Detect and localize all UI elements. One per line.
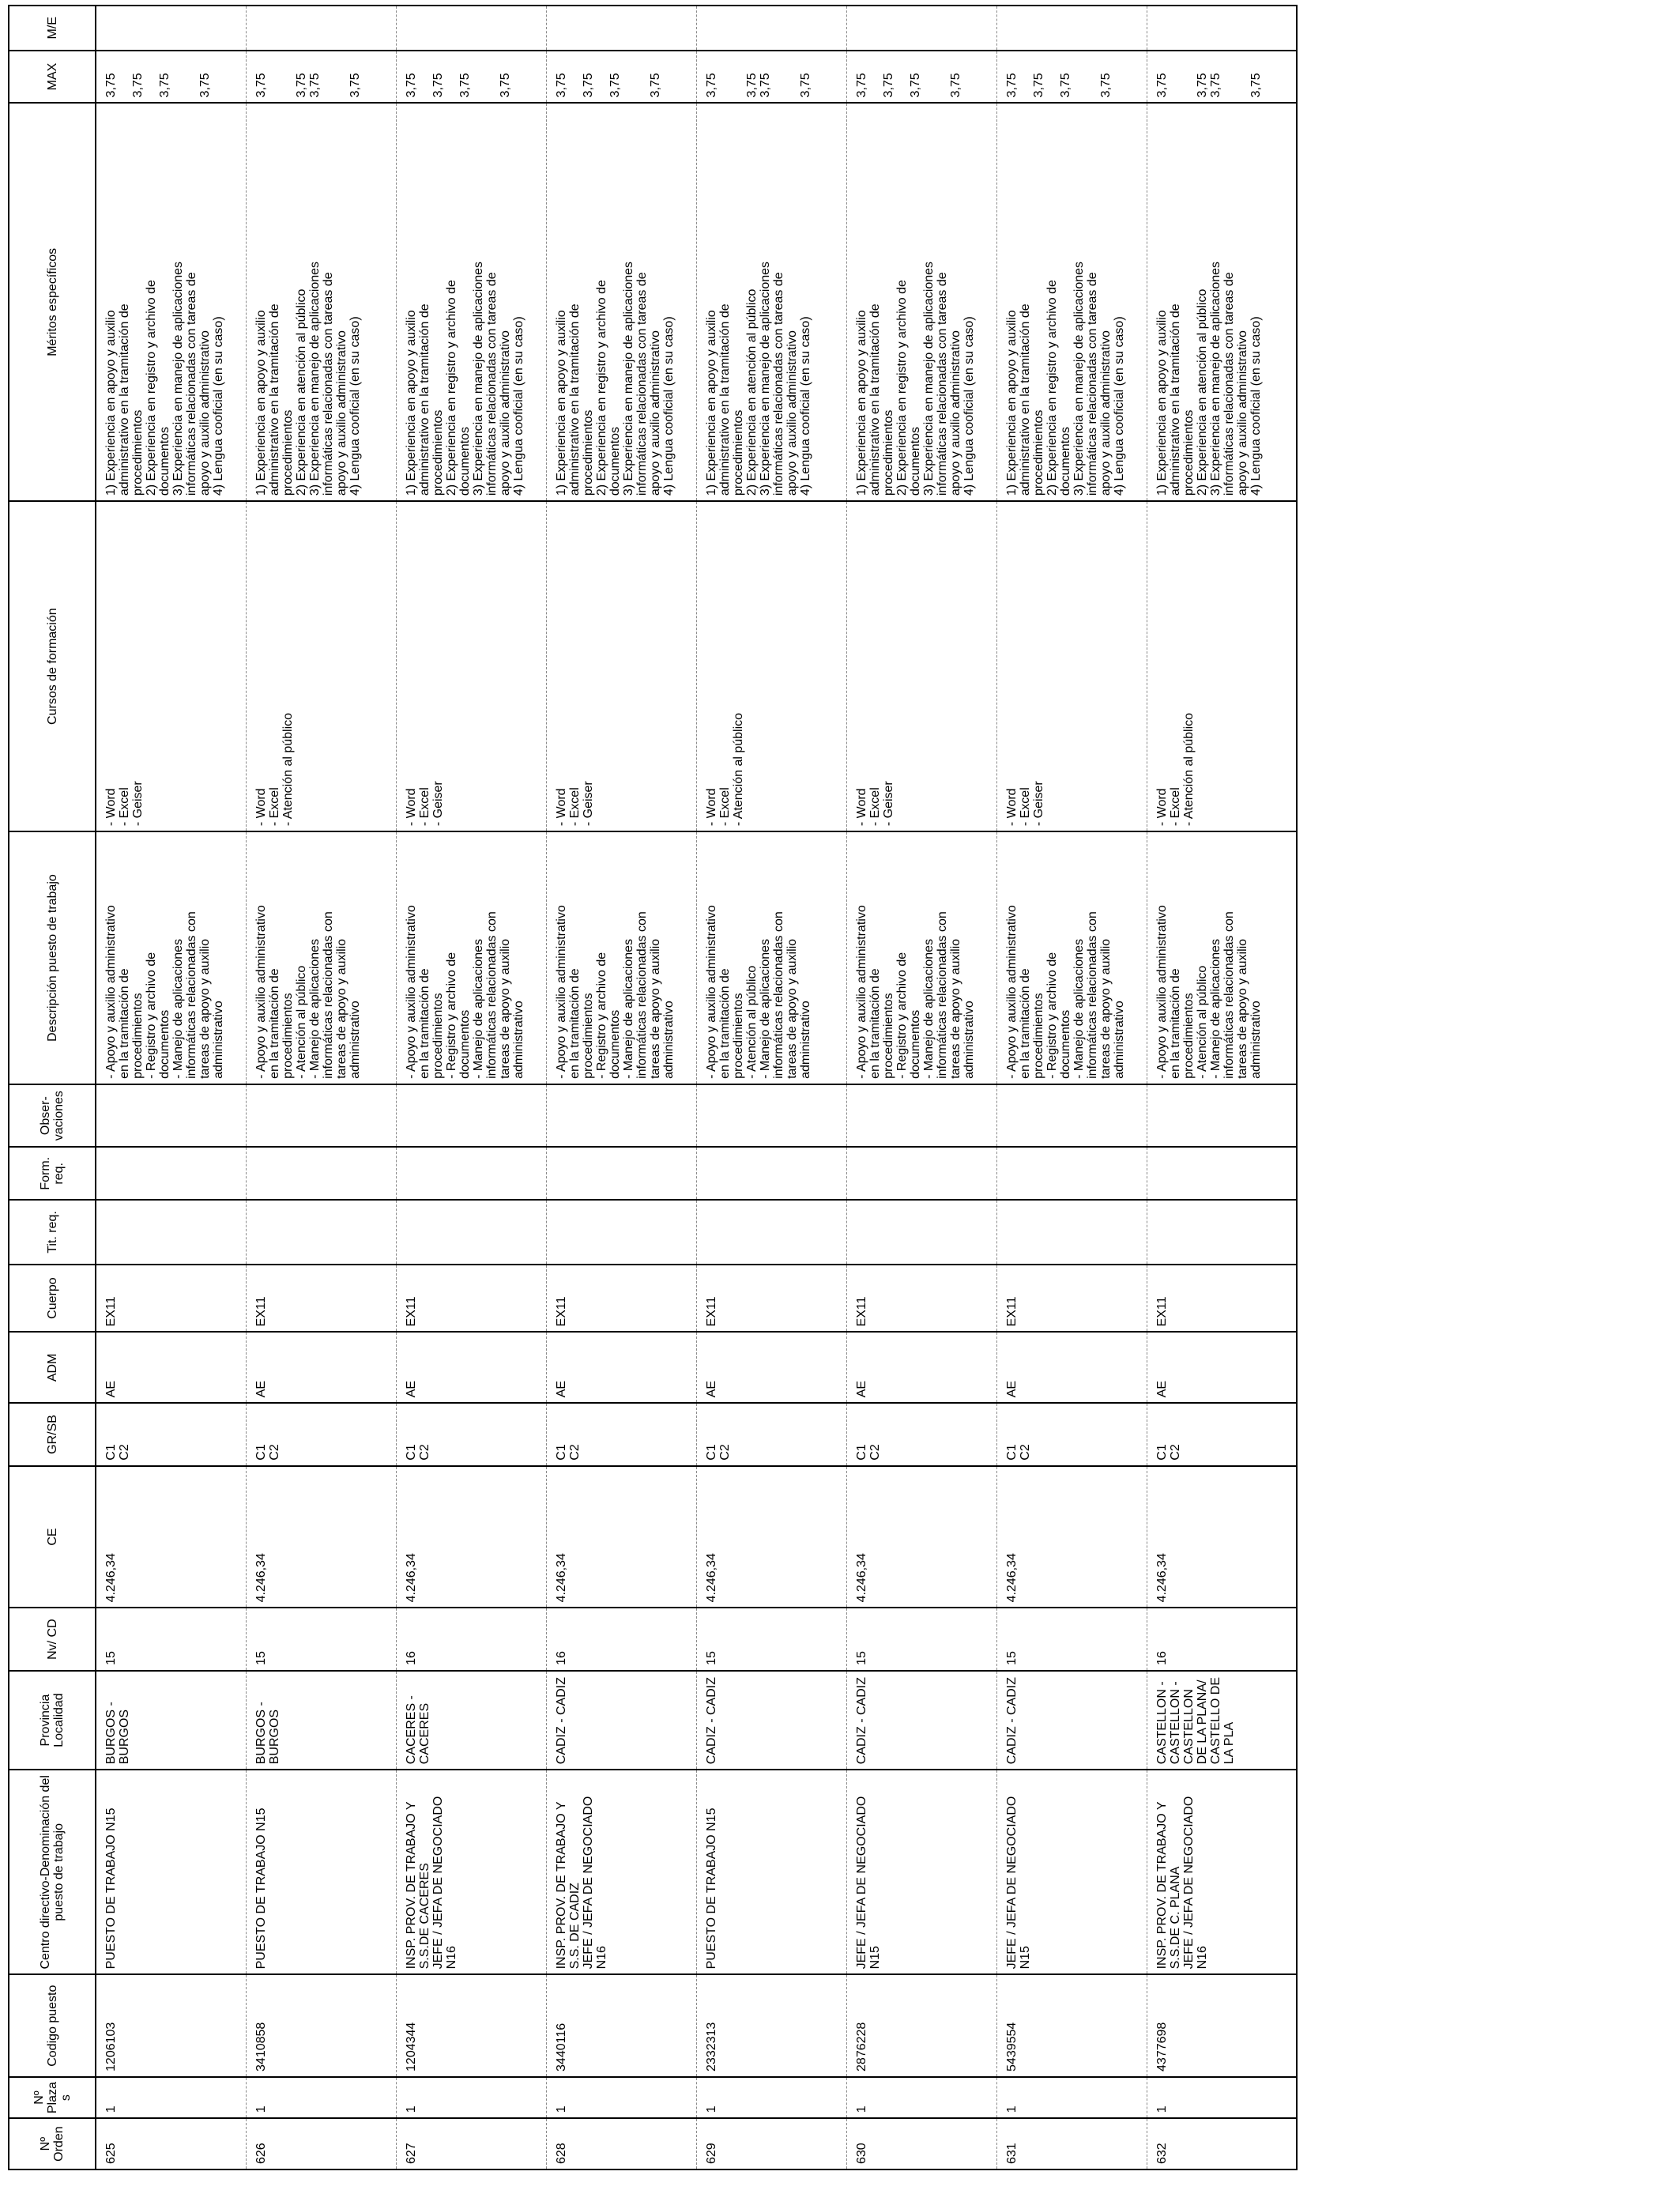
cell-formacion <box>246 1147 396 1200</box>
cell-grupo: C1 C2 <box>846 1403 996 1465</box>
cell-grupo: C1 C2 <box>696 1403 846 1465</box>
cell-descripcion: - Apoyo y auxilio administrativo en la tramitación de procedimientos - Registro y archivo de documentos - Manejo de aplicaciones informáticas relacionadas con tareas de apoyo y auxilio administrativo <box>96 831 246 1084</box>
cell-grupo: C1 C2 <box>1147 1403 1297 1465</box>
cell-grupo: C1 C2 <box>396 1403 546 1465</box>
cell-descripcion: - Apoyo y auxilio administrativo en la tramitación de procedimientos - Atención al público - Manejo de aplicaciones informáticas relacionadas con tareas de apoyo y auxilio administrativo <box>246 831 396 1084</box>
puesto-denominacion: JEFE / JEFA DE NEGOCIADO N16 <box>431 1796 458 1970</box>
cell-titulacion <box>996 1200 1147 1265</box>
cell-formacion <box>996 1147 1147 1200</box>
cell-ce: 4.246,34 <box>996 1466 1147 1608</box>
cell-orden: 628 <box>546 2118 696 2169</box>
cell-adm: AE <box>546 1332 696 1403</box>
cell-cuerpo: EX11 <box>246 1265 396 1333</box>
cell-me <box>696 6 846 51</box>
table-row <box>396 6 546 2169</box>
cell-codigo: 3410858 <box>246 1974 396 2077</box>
cell-nivel: 15 <box>246 1608 396 1670</box>
table-row <box>846 6 996 2169</box>
cell-me <box>96 6 246 51</box>
cell-provincia: CADIZ - CADIZ <box>996 1671 1147 1770</box>
cell-centro <box>396 1770 546 1974</box>
header-formacion: Form. req. <box>9 1147 96 1200</box>
header-codigo: Codigo puesto <box>9 1974 96 2077</box>
cell-plazas: 1 <box>996 2077 1147 2118</box>
cell-adm: AE <box>396 1332 546 1403</box>
cell-centro <box>246 1770 396 1974</box>
cell-cursos: - Word - Excel - Geiser <box>996 501 1147 831</box>
cell-ce: 4.246,34 <box>1147 1466 1297 1608</box>
cell-meritos: 1) Experiencia en apoyo y auxilio administrativo en la tramitación de procedimientos 2) Experiencia en atención al público 3) Experiencia en manejo de aplicaciones informáticas relacionadas con tareas de apoyo y auxilio administrativo 4) Lengua cooficial (en su caso) <box>696 103 846 501</box>
job-positions-table <box>8 5 1298 2170</box>
cell-titulacion <box>546 1200 696 1265</box>
cell-me <box>246 6 396 51</box>
cell-titulacion <box>696 1200 846 1265</box>
cell-cursos: - Word - Excel - Geiser <box>546 501 696 831</box>
cell-centro <box>846 1770 996 1974</box>
cell-codigo: 5439554 <box>996 1974 1147 2077</box>
cell-cursos: - Word - Excel - Atención al público <box>696 501 846 831</box>
cell-adm: AE <box>246 1332 396 1403</box>
cell-formacion <box>1147 1147 1297 1200</box>
cell-ce: 4.246,34 <box>546 1466 696 1608</box>
table-row <box>546 6 696 2169</box>
cell-me <box>846 6 996 51</box>
cell-titulacion <box>1147 1200 1297 1265</box>
cell-cuerpo: EX11 <box>846 1265 996 1333</box>
cell-titulacion <box>396 1200 546 1265</box>
cell-formacion <box>96 1147 246 1200</box>
cell-centro <box>996 1770 1147 1974</box>
puesto-denominacion: JEFE / JEFA DE NEGOCIADO N15 <box>854 1796 882 1970</box>
header-max: MAX <box>9 51 96 104</box>
cell-cursos: - Word - Excel - Atención al público <box>1147 501 1297 831</box>
cell-cuerpo: EX11 <box>696 1265 846 1333</box>
cell-me <box>546 6 696 51</box>
cell-titulacion <box>846 1200 996 1265</box>
cell-titulacion <box>246 1200 396 1265</box>
header-orden: Nº Orden <box>9 2118 96 2169</box>
cell-cuerpo: EX11 <box>1147 1265 1297 1333</box>
cell-nivel: 16 <box>1147 1608 1297 1670</box>
header-ce: CE <box>9 1466 96 1608</box>
header-provincia: Provincia Localidad <box>9 1671 96 1770</box>
cell-formacion <box>546 1147 696 1200</box>
centro-directivo: INSP. PROV. DE TRABAJO Y S.S.DE C. PLANA <box>1155 1801 1182 1970</box>
cell-formacion <box>846 1147 996 1200</box>
cell-plazas: 1 <box>846 2077 996 2118</box>
cell-codigo: 1206103 <box>96 1974 246 2077</box>
cell-orden: 625 <box>96 2118 246 2169</box>
puesto-denominacion: JEFE / JEFA DE NEGOCIADO N16 <box>1181 1796 1209 1970</box>
cell-observaciones <box>846 1084 996 1147</box>
cell-max: 3,75 3,75 3,75 3,75 <box>246 51 396 104</box>
cell-ce: 4.246,34 <box>246 1466 396 1608</box>
header-cursos: Cursos de formación <box>9 501 96 831</box>
cell-cursos: - Word - Excel - Geiser <box>396 501 546 831</box>
cell-observaciones <box>1147 1084 1297 1147</box>
cell-meritos: 1) Experiencia en apoyo y auxilio administrativo en la tramitación de procedimientos 2) Experiencia en registro y archivo de documentos 3) Experiencia en manejo de aplicaciones informáticas relacionadas con tareas de apoyo y auxilio administrativo 4) Lengua cooficial (en su caso) <box>396 103 546 501</box>
cell-me <box>996 6 1147 51</box>
cell-centro <box>546 1770 696 1974</box>
cell-descripcion: - Apoyo y auxilio administrativo en la tramitación de procedimientos - Atención al público - Manejo de aplicaciones informáticas relacionadas con tareas de apoyo y auxilio administrativo <box>696 831 846 1084</box>
cell-provincia: CADIZ - CADIZ <box>546 1671 696 1770</box>
cell-grupo: C1 C2 <box>546 1403 696 1465</box>
cell-descripcion: - Apoyo y auxilio administrativo en la tramitación de procedimientos - Registro y archivo de documentos - Manejo de aplicaciones informáticas relacionadas con tareas de apoyo y auxilio administrativo <box>846 831 996 1084</box>
puesto-denominacion: PUESTO DE TRABAJO N15 <box>704 1808 718 1970</box>
cell-cursos: - Word - Excel - Geiser <box>846 501 996 831</box>
cell-nivel: 15 <box>96 1608 246 1670</box>
cell-provincia: BURGOS - BURGOS <box>96 1671 246 1770</box>
cell-orden: 631 <box>996 2118 1147 2169</box>
cell-meritos: 1) Experiencia en apoyo y auxilio administrativo en la tramitación de procedimientos 2) Experiencia en registro y archivo de documentos 3) Experiencia en manejo de aplicaciones informáticas relacionadas con tareas de apoyo y auxilio administrativo 4) Lengua cooficial (en su caso) <box>846 103 996 501</box>
cell-adm: AE <box>96 1332 246 1403</box>
header-plazas: Nº Plazas <box>9 2077 96 2118</box>
cell-grupo: C1 C2 <box>246 1403 396 1465</box>
cell-cuerpo: EX11 <box>996 1265 1147 1333</box>
puesto-denominacion: PUESTO DE TRABAJO N15 <box>254 1808 268 1970</box>
cell-provincia: CASTELLON - CASTELLON - CASTELLON DE LA PLANA/ CASTELLO DE LA PLA <box>1147 1671 1297 1770</box>
cell-observaciones <box>396 1084 546 1147</box>
cell-codigo: 2332313 <box>696 1974 846 2077</box>
table-row <box>1147 6 1297 2169</box>
cell-observaciones <box>546 1084 696 1147</box>
cell-meritos: 1) Experiencia en apoyo y auxilio administrativo en la tramitación de procedimientos 2) Experiencia en registro y archivo de documentos 3) Experiencia en manejo de aplicaciones informáticas relacionadas con tareas de apoyo y auxilio administrativo 4) Lengua cooficial (en su caso) <box>96 103 246 501</box>
cell-centro <box>1147 1770 1297 1974</box>
header-row <box>9 6 96 2169</box>
cell-max: 3,75 3,75 3,75 3,75 <box>696 51 846 104</box>
header-me: M/E <box>9 6 96 51</box>
cell-provincia: CADIZ - CADIZ <box>696 1671 846 1770</box>
cell-ce: 4.246,34 <box>96 1466 246 1608</box>
cell-observaciones <box>696 1084 846 1147</box>
cell-meritos: 1) Experiencia en apoyo y auxilio administrativo en la tramitación de procedimientos 2) Experiencia en atención al público 3) Experiencia en manejo de aplicaciones informáticas relacionadas con tareas de apoyo y auxilio administrativo 4) Lengua cooficial (en su caso) <box>246 103 396 501</box>
header-descripcion: Descripción puesto de trabajo <box>9 831 96 1084</box>
table-row <box>996 6 1147 2169</box>
cell-orden: 627 <box>396 2118 546 2169</box>
cell-observaciones <box>96 1084 246 1147</box>
cell-descripcion: - Apoyo y auxilio administrativo en la tramitación de procedimientos - Registro y archivo de documentos - Manejo de aplicaciones informáticas relacionadas con tareas de apoyo y auxilio administrativo <box>996 831 1147 1084</box>
cell-plazas: 1 <box>1147 2077 1297 2118</box>
cell-adm: AE <box>996 1332 1147 1403</box>
cell-orden: 632 <box>1147 2118 1297 2169</box>
puesto-denominacion: PUESTO DE TRABAJO N15 <box>104 1808 118 1970</box>
puesto-denominacion: JEFE / JEFA DE NEGOCIADO N15 <box>1004 1796 1032 1970</box>
cell-descripcion: - Apoyo y auxilio administrativo en la tramitación de procedimientos - Registro y archivo de documentos - Manejo de aplicaciones informáticas relacionadas con tareas de apoyo y auxilio administrativo <box>546 831 696 1084</box>
cell-centro <box>696 1770 846 1974</box>
header-centro: Centro directivo-Denominación del puesto de trabajo <box>9 1770 96 1974</box>
centro-directivo: INSP. PROV. DE TRABAJO Y S.S. DE CADIZ <box>554 1801 582 1970</box>
cell-orden: 630 <box>846 2118 996 2169</box>
cell-nivel: 15 <box>696 1608 846 1670</box>
cell-cuerpo: EX11 <box>546 1265 696 1333</box>
cell-plazas: 1 <box>546 2077 696 2118</box>
cell-codigo: 4377698 <box>1147 1974 1297 2077</box>
cell-ce: 4.246,34 <box>396 1466 546 1608</box>
cell-cursos: - Word - Excel - Atención al público <box>246 501 396 831</box>
cell-nivel: 15 <box>846 1608 996 1670</box>
cell-cuerpo: EX11 <box>96 1265 246 1333</box>
header-meritos: Méritos específicos <box>9 103 96 501</box>
cell-orden: 626 <box>246 2118 396 2169</box>
cell-formacion <box>696 1147 846 1200</box>
table-row <box>246 6 396 2169</box>
cell-meritos: 1) Experiencia en apoyo y auxilio administrativo en la tramitación de procedimientos 2) Experiencia en registro y archivo de documentos 3) Experiencia en manejo de aplicaciones informáticas relacionadas con tareas de apoyo y auxilio administrativo 4) Lengua cooficial (en su caso) <box>546 103 696 501</box>
puesto-denominacion: JEFE / JEFA DE NEGOCIADO N16 <box>581 1796 608 1970</box>
table-row <box>696 6 846 2169</box>
cell-plazas: 1 <box>246 2077 396 2118</box>
header-observaciones: Obser-vaciones <box>9 1084 96 1147</box>
cell-plazas: 1 <box>696 2077 846 2118</box>
cell-max: 3,75 3,75 3,75 3,75 <box>96 51 246 104</box>
header-adm: ADM <box>9 1332 96 1403</box>
cell-max: 3,75 3,75 3,75 3,75 <box>846 51 996 104</box>
header-cuerpo: Cuerpo <box>9 1265 96 1333</box>
cell-titulacion <box>96 1200 246 1265</box>
centro-directivo: INSP. PROV. DE TRABAJO Y S.S.DE CACERES <box>404 1801 431 1970</box>
cell-plazas: 1 <box>396 2077 546 2118</box>
cell-me <box>396 6 546 51</box>
cell-nivel: 15 <box>996 1608 1147 1670</box>
cell-max: 3,75 3,75 3,75 3,75 <box>396 51 546 104</box>
table-row <box>96 6 246 2169</box>
cell-max: 3,75 3,75 3,75 3,75 <box>996 51 1147 104</box>
cell-codigo: 2876228 <box>846 1974 996 2077</box>
cell-adm: AE <box>696 1332 846 1403</box>
cell-orden: 629 <box>696 2118 846 2169</box>
cell-ce: 4.246,34 <box>696 1466 846 1608</box>
cell-codigo: 3440116 <box>546 1974 696 2077</box>
header-titulacion: Tit. req. <box>9 1200 96 1265</box>
cell-plazas: 1 <box>96 2077 246 2118</box>
cell-meritos: 1) Experiencia en apoyo y auxilio administrativo en la tramitación de procedimientos 2) Experiencia en atención al público 3) Experiencia en manejo de aplicaciones informáticas relacionadas con tareas de apoyo y auxilio administrativo 4) Lengua cooficial (en su caso) <box>1147 103 1297 501</box>
cell-nivel: 16 <box>396 1608 546 1670</box>
cell-meritos: 1) Experiencia en apoyo y auxilio administrativo en la tramitación de procedimientos 2) Experiencia en registro y archivo de documentos 3) Experiencia en manejo de aplicaciones informáticas relacionadas con tareas de apoyo y auxilio administrativo 4) Lengua cooficial (en su caso) <box>996 103 1147 501</box>
cell-grupo: C1 C2 <box>996 1403 1147 1465</box>
cell-max: 3,75 3,75 3,75 3,75 <box>546 51 696 104</box>
cell-centro <box>96 1770 246 1974</box>
cell-descripcion: - Apoyo y auxilio administrativo en la tramitación de procedimientos - Atención al público - Manejo de aplicaciones informáticas relacionadas con tareas de apoyo y auxilio administrativo <box>1147 831 1297 1084</box>
cell-grupo: C1 C2 <box>96 1403 246 1465</box>
cell-codigo: 1204344 <box>396 1974 546 2077</box>
cell-cuerpo: EX11 <box>396 1265 546 1333</box>
cell-cursos: - Word - Excel - Geiser <box>96 501 246 831</box>
cell-provincia: CACERES - CACERES <box>396 1671 546 1770</box>
header-grupo: GR/SB <box>9 1403 96 1465</box>
cell-descripcion: - Apoyo y auxilio administrativo en la tramitación de procedimientos - Registro y archivo de documentos - Manejo de aplicaciones informáticas relacionadas con tareas de apoyo y auxilio administrativo <box>396 831 546 1084</box>
cell-max: 3,75 3,75 3,75 3,75 <box>1147 51 1297 104</box>
cell-adm: AE <box>1147 1332 1297 1403</box>
cell-me <box>1147 6 1297 51</box>
cell-provincia: CADIZ - CADIZ <box>846 1671 996 1770</box>
header-nivel: Nv/ CD <box>9 1608 96 1670</box>
cell-observaciones <box>996 1084 1147 1147</box>
cell-ce: 4.246,34 <box>846 1466 996 1608</box>
cell-formacion <box>396 1147 546 1200</box>
cell-nivel: 16 <box>546 1608 696 1670</box>
cell-observaciones <box>246 1084 396 1147</box>
cell-adm: AE <box>846 1332 996 1403</box>
cell-provincia: BURGOS - BURGOS <box>246 1671 396 1770</box>
